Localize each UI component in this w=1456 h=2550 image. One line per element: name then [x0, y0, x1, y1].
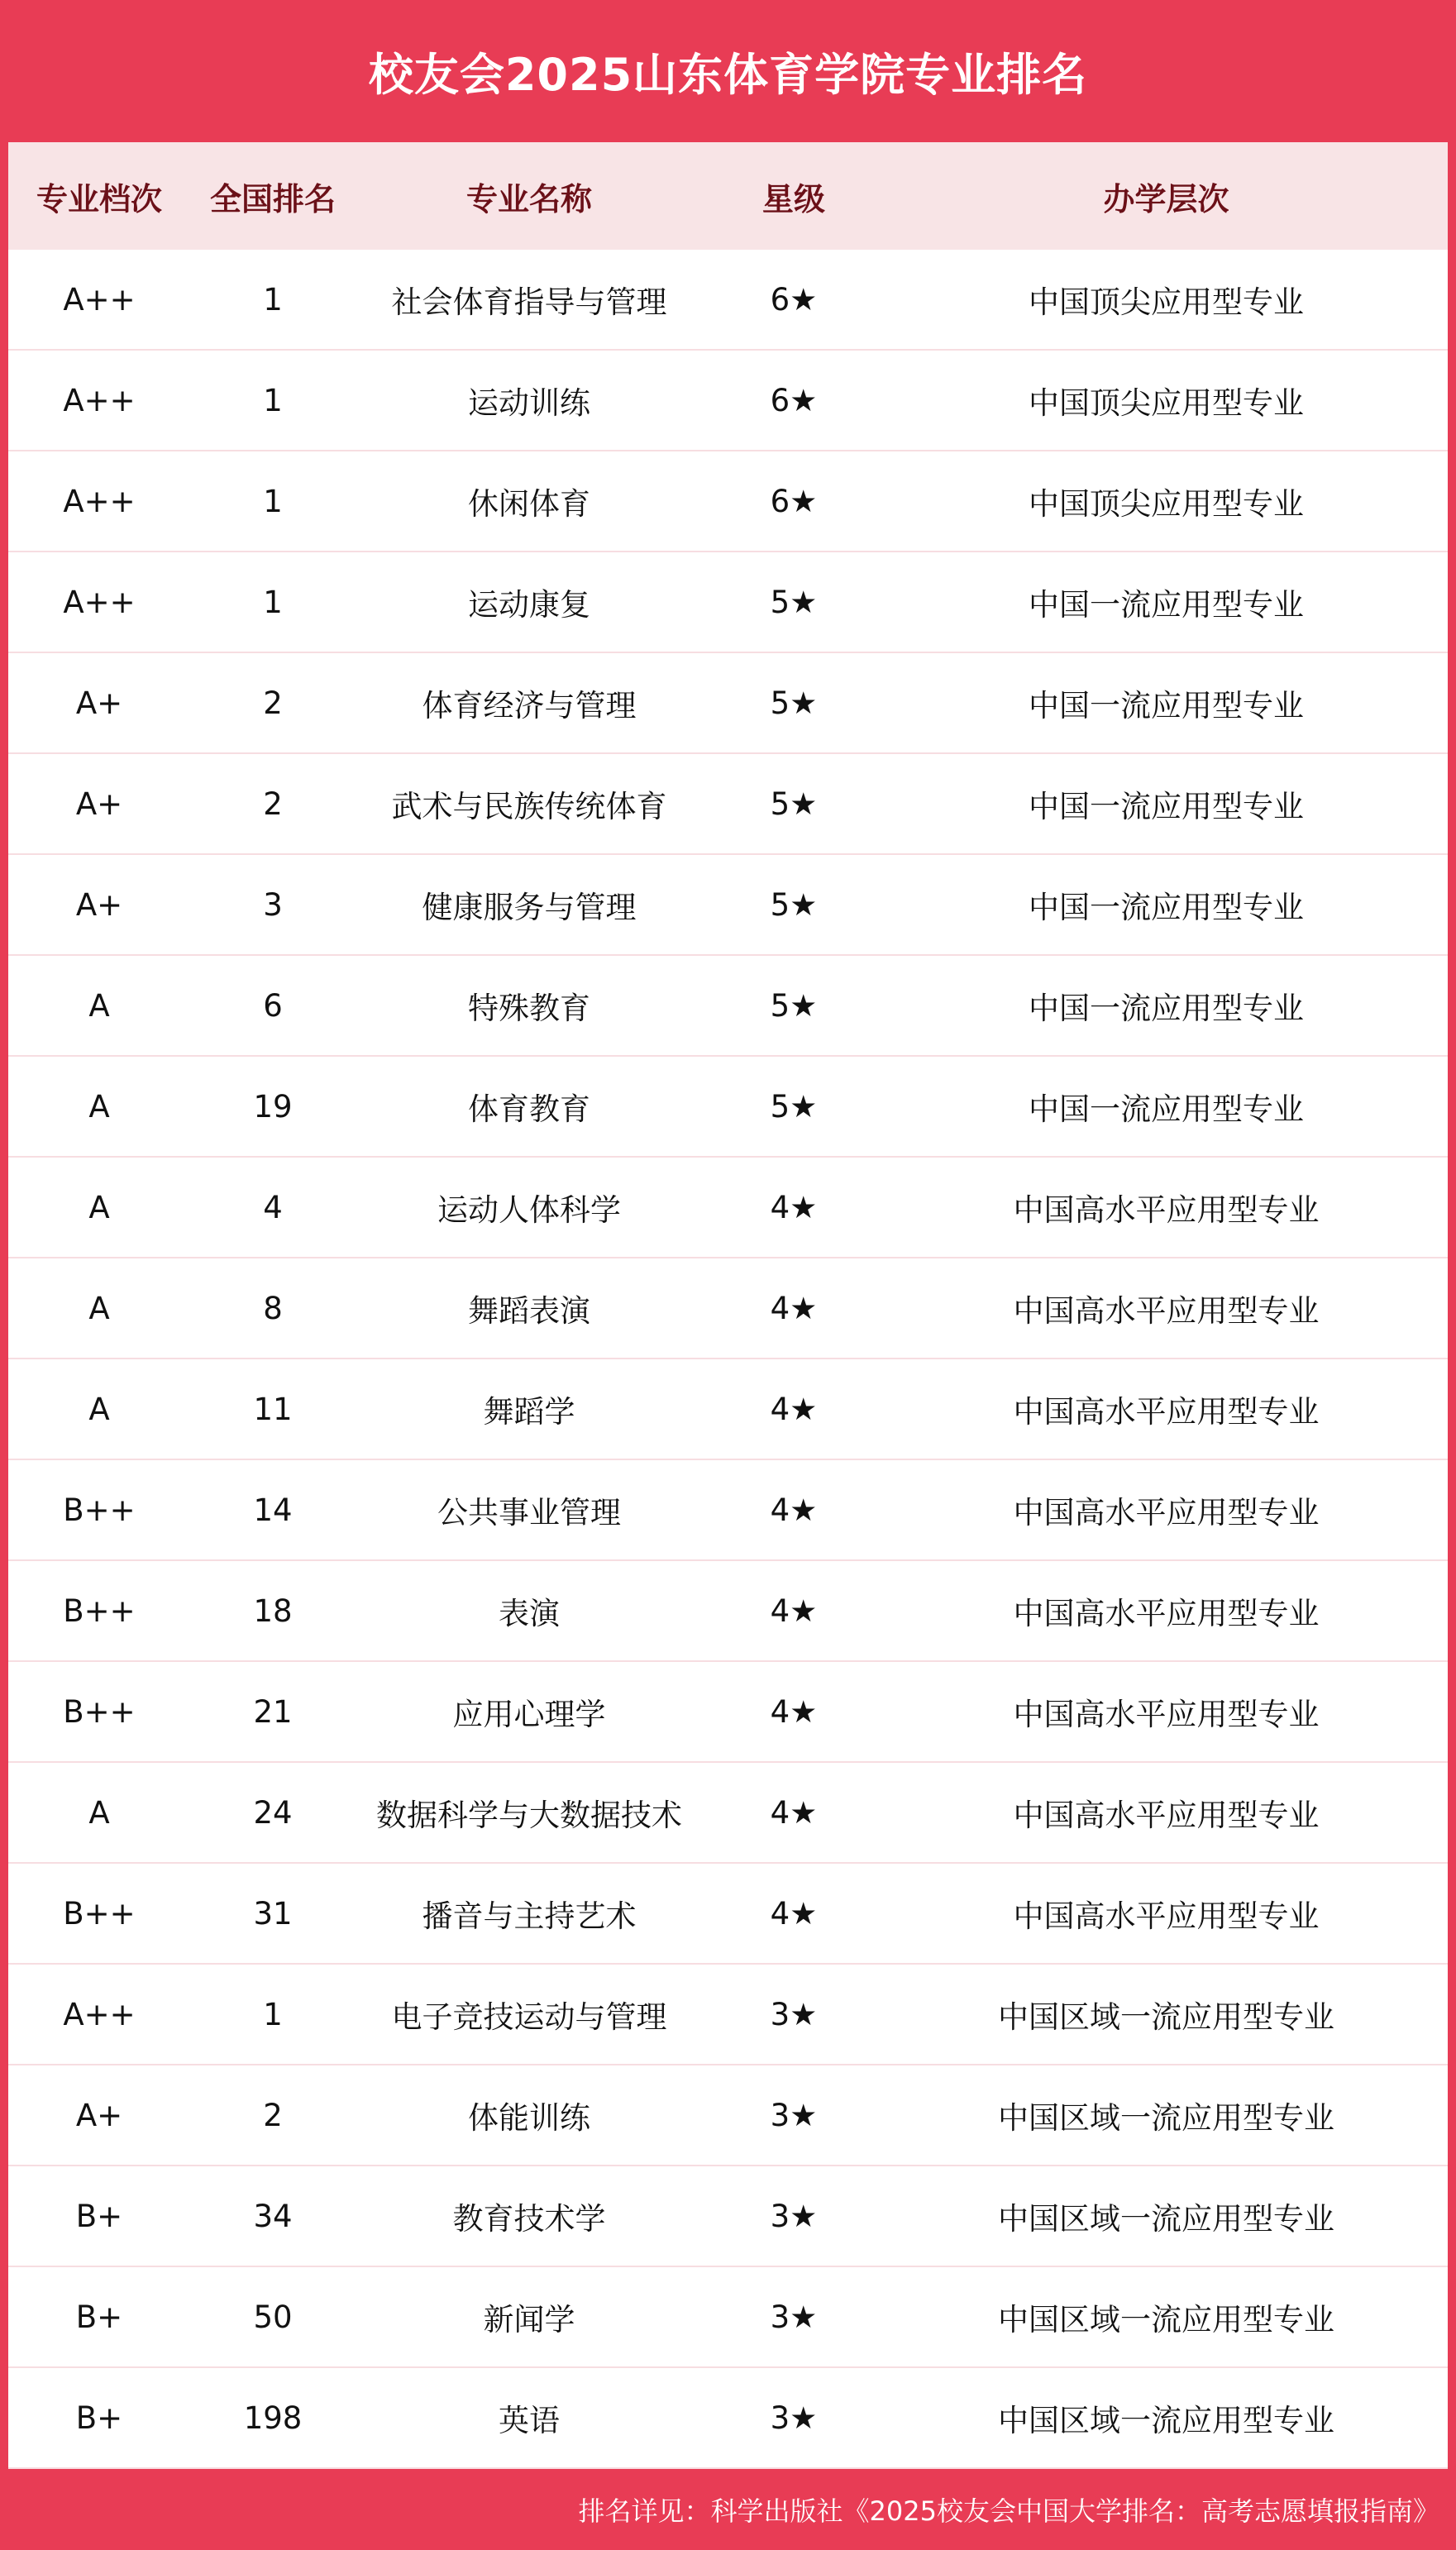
footer-source-note: 排名详见：科学出版社《2025校友会中国大学排名：高考志愿填报指南》 — [578, 2495, 1439, 2527]
cell-major-name: 体育教育 — [468, 1091, 590, 1127]
cell-major-name: 运动人体科学 — [437, 1192, 621, 1228]
cell-major-grade: A — [88, 1794, 110, 1831]
cell-major-grade: A+ — [75, 685, 123, 721]
cell-major-grade: B++ — [63, 1895, 136, 1932]
cell-major-name: 社会体育指导与管理 — [391, 284, 667, 320]
table-row — [8, 1965, 1448, 2065]
cell-major-grade: A — [88, 1391, 110, 1427]
cell-major-name: 英语 — [499, 2403, 560, 2438]
cell-major-name: 播音与主持艺术 — [422, 1898, 637, 1934]
table-row — [8, 351, 1448, 451]
cell-star-level: 4★ — [770, 1290, 818, 1326]
cell-major-grade: B+ — [75, 2299, 123, 2335]
cell-national-rank: 6 — [263, 987, 283, 1024]
cell-national-rank: 1 — [263, 483, 283, 519]
table-row — [8, 2065, 1448, 2166]
cell-major-name: 体能训练 — [468, 2100, 590, 2136]
cell-school-level: 中国高水平应用型专业 — [1013, 1697, 1320, 1732]
cell-school-level: 中国区域一流应用型专业 — [998, 2100, 1334, 2136]
cell-school-level: 中国一流应用型专业 — [1029, 1091, 1304, 1127]
table-row — [8, 653, 1448, 754]
table-row — [8, 552, 1448, 653]
ranking-table — [8, 142, 1448, 2469]
cell-major-name: 运动康复 — [468, 587, 590, 623]
cell-star-level: 3★ — [770, 2299, 818, 2335]
cell-major-grade: A++ — [63, 382, 136, 418]
cell-national-rank: 19 — [253, 1088, 293, 1125]
cell-school-level: 中国高水平应用型专业 — [1013, 1293, 1320, 1329]
title-bar — [0, 0, 1456, 142]
cell-star-level: 5★ — [770, 786, 818, 822]
cell-major-name: 舞蹈表演 — [468, 1293, 590, 1329]
cell-star-level: 4★ — [770, 1492, 818, 1528]
cell-school-level: 中国高水平应用型专业 — [1013, 1394, 1320, 1430]
cell-school-level: 中国一流应用型专业 — [1029, 688, 1304, 723]
cell-major-grade: A — [88, 987, 110, 1024]
table-row — [8, 1258, 1448, 1359]
cell-major-grade: A++ — [63, 1996, 136, 2032]
cell-major-grade: A++ — [63, 281, 136, 318]
cell-national-rank: 2 — [263, 2097, 283, 2133]
table-row — [8, 1359, 1448, 1460]
cell-school-level: 中国高水平应用型专业 — [1013, 1596, 1320, 1631]
cell-major-name: 健康服务与管理 — [422, 890, 637, 925]
cell-major-name: 特殊教育 — [468, 991, 590, 1026]
header-star-level: 星级 — [761, 180, 825, 217]
cell-star-level: 4★ — [770, 1391, 818, 1427]
table-row — [8, 2166, 1448, 2267]
cell-national-rank: 2 — [263, 786, 283, 822]
table-row — [8, 451, 1448, 552]
cell-national-rank: 14 — [253, 1492, 293, 1528]
cell-star-level: 6★ — [770, 483, 818, 519]
cell-star-level: 3★ — [770, 2198, 818, 2234]
cell-major-name: 体育经济与管理 — [422, 688, 637, 723]
table-row — [8, 2267, 1448, 2368]
cell-major-grade: A++ — [63, 483, 136, 519]
cell-school-level: 中国高水平应用型专业 — [1013, 1898, 1320, 1934]
cell-major-name: 应用心理学 — [452, 1697, 606, 1732]
cell-star-level: 6★ — [770, 382, 818, 418]
cell-major-grade: B++ — [63, 1492, 136, 1528]
cell-school-level: 中国区域一流应用型专业 — [998, 2302, 1334, 2338]
cell-major-name: 教育技术学 — [452, 2201, 606, 2237]
cell-national-rank: 1 — [263, 584, 283, 620]
cell-star-level: 3★ — [770, 1996, 818, 2032]
cell-national-rank: 4 — [263, 1189, 283, 1225]
cell-major-grade: A — [88, 1290, 110, 1326]
table-row — [8, 1158, 1448, 1258]
table-row — [8, 956, 1448, 1057]
cell-school-level: 中国顶尖应用型专业 — [1029, 486, 1304, 522]
cell-star-level: 5★ — [770, 1088, 818, 1125]
cell-national-rank: 34 — [253, 2198, 293, 2234]
cell-national-rank: 2 — [263, 685, 283, 721]
table-row — [8, 1763, 1448, 1864]
cell-star-level: 4★ — [770, 1189, 818, 1225]
cell-star-level: 5★ — [770, 685, 818, 721]
header-school-level: 办学层次 — [1103, 180, 1229, 217]
cell-national-rank: 8 — [263, 1290, 283, 1326]
cell-star-level: 4★ — [770, 1693, 818, 1730]
cell-major-name: 新闻学 — [483, 2302, 575, 2338]
cell-school-level: 中国区域一流应用型专业 — [998, 2201, 1334, 2237]
table-row — [8, 1460, 1448, 1561]
cell-major-name: 舞蹈学 — [483, 1394, 575, 1430]
cell-school-level: 中国一流应用型专业 — [1029, 587, 1304, 623]
cell-school-level: 中国高水平应用型专业 — [1013, 1495, 1320, 1530]
header-major-name: 专业名称 — [465, 180, 592, 217]
footer-bar — [0, 2469, 1456, 2550]
table-header-row — [8, 142, 1448, 250]
cell-school-level: 中国高水平应用型专业 — [1013, 1798, 1320, 1833]
cell-major-grade: B+ — [75, 2400, 123, 2436]
cell-major-name: 公共事业管理 — [437, 1495, 621, 1530]
cell-major-name: 休闲体育 — [468, 486, 590, 522]
cell-major-grade: B++ — [63, 1593, 136, 1629]
cell-major-grade: A+ — [75, 886, 123, 923]
cell-national-rank: 1 — [263, 281, 283, 318]
cell-national-rank: 21 — [253, 1693, 293, 1730]
header-national-rank: 全国排名 — [209, 180, 336, 217]
cell-star-level: 5★ — [770, 584, 818, 620]
cell-major-grade: A — [88, 1088, 110, 1125]
cell-school-level: 中国一流应用型专业 — [1029, 890, 1304, 925]
cell-national-rank: 198 — [243, 2400, 303, 2436]
cell-national-rank: 18 — [253, 1593, 293, 1629]
cell-school-level: 中国区域一流应用型专业 — [998, 2403, 1334, 2438]
cell-major-grade: A+ — [75, 2097, 123, 2133]
cell-major-name: 运动训练 — [468, 385, 590, 421]
cell-major-grade: B++ — [63, 1693, 136, 1730]
cell-major-name: 武术与民族传统体育 — [391, 789, 667, 824]
header-major-grade: 专业档次 — [36, 180, 162, 217]
cell-major-name: 表演 — [499, 1596, 560, 1631]
cell-national-rank: 24 — [253, 1794, 293, 1831]
cell-school-level: 中国高水平应用型专业 — [1013, 1192, 1320, 1228]
table-row — [8, 1057, 1448, 1158]
table-row — [8, 1561, 1448, 1662]
cell-star-level: 4★ — [770, 1593, 818, 1629]
table-row — [8, 1662, 1448, 1763]
cell-star-level: 4★ — [770, 1794, 818, 1831]
cell-major-name: 电子竞技运动与管理 — [391, 1999, 667, 2035]
table-row — [8, 250, 1448, 351]
cell-national-rank: 1 — [263, 382, 283, 418]
cell-school-level: 中国一流应用型专业 — [1029, 991, 1304, 1026]
cell-major-grade: A++ — [63, 584, 136, 620]
cell-star-level: 6★ — [770, 281, 818, 318]
table-row — [8, 855, 1448, 956]
cell-star-level: 3★ — [770, 2097, 818, 2133]
table-row — [8, 1864, 1448, 1965]
cell-national-rank: 1 — [263, 1996, 283, 2032]
table-row — [8, 754, 1448, 855]
cell-major-grade: A+ — [75, 786, 123, 822]
cell-school-level: 中国区域一流应用型专业 — [998, 1999, 1334, 2035]
cell-school-level: 中国顶尖应用型专业 — [1029, 284, 1304, 320]
cell-school-level: 中国一流应用型专业 — [1029, 789, 1304, 824]
table-body — [8, 250, 1448, 2469]
cell-star-level: 4★ — [770, 1895, 818, 1932]
cell-star-level: 5★ — [770, 886, 818, 923]
cell-school-level: 中国顶尖应用型专业 — [1029, 385, 1304, 421]
cell-national-rank: 3 — [263, 886, 283, 923]
cell-national-rank: 11 — [253, 1391, 293, 1427]
cell-major-grade: B+ — [75, 2198, 123, 2234]
cell-major-grade: A — [88, 1189, 110, 1225]
cell-star-level: 3★ — [770, 2400, 818, 2436]
table-row — [8, 2368, 1448, 2469]
cell-star-level: 5★ — [770, 987, 818, 1024]
cell-major-name: 数据科学与大数据技术 — [376, 1798, 682, 1833]
cell-national-rank: 31 — [253, 1895, 293, 1932]
cell-national-rank: 50 — [253, 2299, 293, 2335]
page-title: 校友会2025山东体育学院专业排名 — [368, 48, 1088, 101]
